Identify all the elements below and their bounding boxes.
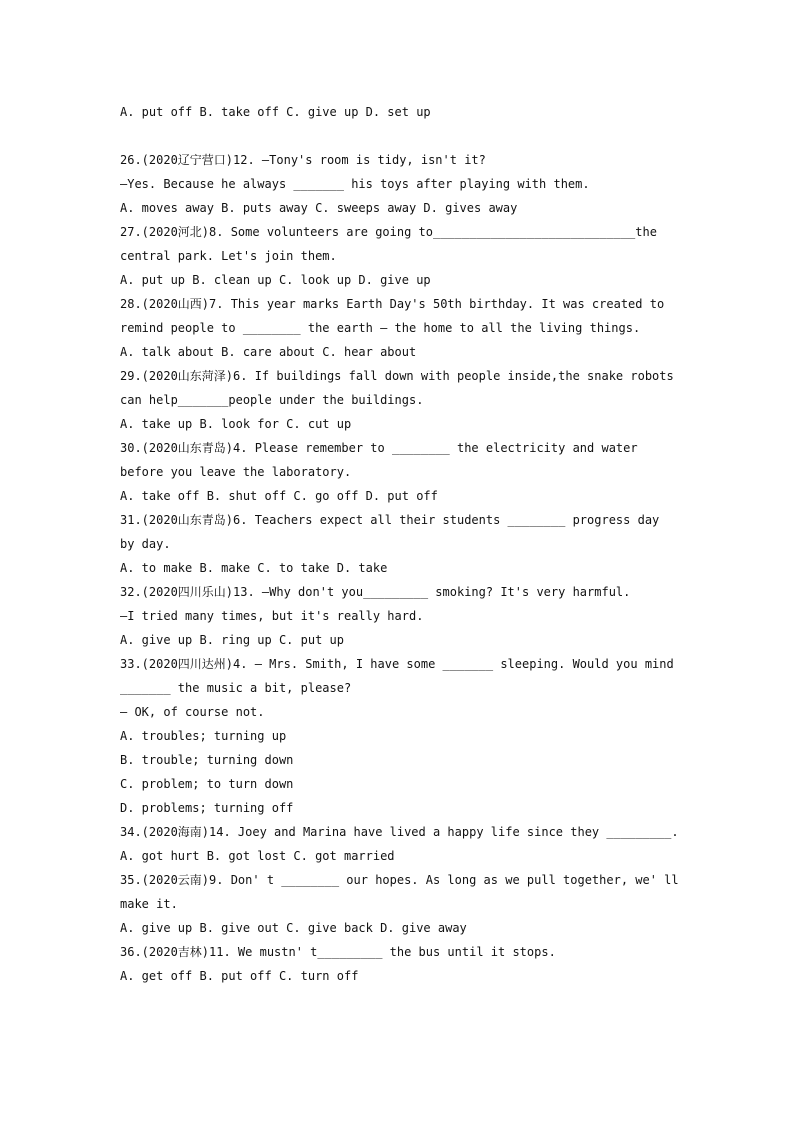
question-line: 32.(2020四川乐山)13. —Why don't you_________ smoking? It's very harmful. [120, 585, 631, 599]
options-line: A. take off B. shut off C. go off D. put off [120, 489, 438, 503]
text-line: —Yes. Because he always _______ his toys after playing with them. [120, 177, 590, 191]
option-line: B. trouble; turning down [120, 753, 294, 767]
text-line: can help_______people under the buildings. [120, 393, 424, 407]
question-line: 35.(2020云南)9. Don' t ________ our hopes. As long as we pull together, we' ll [120, 873, 679, 887]
question-line: 36.(2020吉林)11. We mustn' t_________ the bus until it stops. [120, 945, 556, 959]
text-line: A. put off B. take off C. give up D. set up [120, 105, 431, 119]
options-line: A. moves away B. puts away C. sweeps away D. gives away [120, 201, 518, 215]
blank-line [120, 124, 690, 148]
text-line: — OK, of course not. [120, 705, 265, 719]
options-line: A. talk about B. care about C. hear about [120, 345, 417, 359]
option-line: A. troubles; turning up [120, 729, 287, 743]
options-line: A. give up B. ring up C. put up [120, 633, 344, 647]
question-line: 34.(2020海南)14. Joey and Marina have lived a happy life since they _________. [120, 825, 679, 839]
options-line: A. put up B. clean up C. look up D. give up [120, 273, 431, 287]
question-line: 33.(2020四川达州)4. — Mrs. Smith, I have some _______ sleeping. Would you mind [120, 657, 674, 671]
option-line: C. problem; to turn down [120, 777, 294, 791]
question-line: 29.(2020山东菏泽)6. If buildings fall down with people inside,the snake robots [120, 369, 674, 383]
text-line: —I tried many times, but it's really hard. [120, 609, 424, 623]
question-line: 27.(2020河北)8. Some volunteers are going to____________________________the [120, 225, 657, 239]
question-line: 30.(2020山东青岛)4. Please remember to ________ the electricity and water [120, 441, 638, 455]
options-line: A. get off B. put off C. turn off [120, 969, 359, 983]
text-line: _______ the music a bit, please? [120, 681, 352, 695]
text-line: by day. [120, 537, 171, 551]
question-line: 31.(2020山东青岛)6. Teachers expect all their students ________ progress day [120, 513, 660, 527]
question-line: 26.(2020辽宁营口)12. —Tony's room is tidy, isn't it? [120, 153, 486, 167]
question-line: 28.(2020山西)7. This year marks Earth Day's 50th birthday. It was created to [120, 297, 665, 311]
document-content [120, 100, 690, 988]
text-line: remind people to ________ the earth — the home to all the living things. [120, 321, 641, 335]
text-line: make it. [120, 897, 178, 911]
options-line: A. give up B. give out C. give back D. give away [120, 921, 467, 935]
option-line: D. problems; turning off [120, 801, 294, 815]
options-line: A. to make B. make C. to take D. take [120, 561, 388, 575]
text-line: central park. Let's join them. [120, 249, 337, 263]
options-line: A. got hurt B. got lost C. got married [120, 849, 395, 863]
options-line: A. take up B. look for C. cut up [120, 417, 352, 431]
text-line: before you leave the laboratory. [120, 465, 352, 479]
